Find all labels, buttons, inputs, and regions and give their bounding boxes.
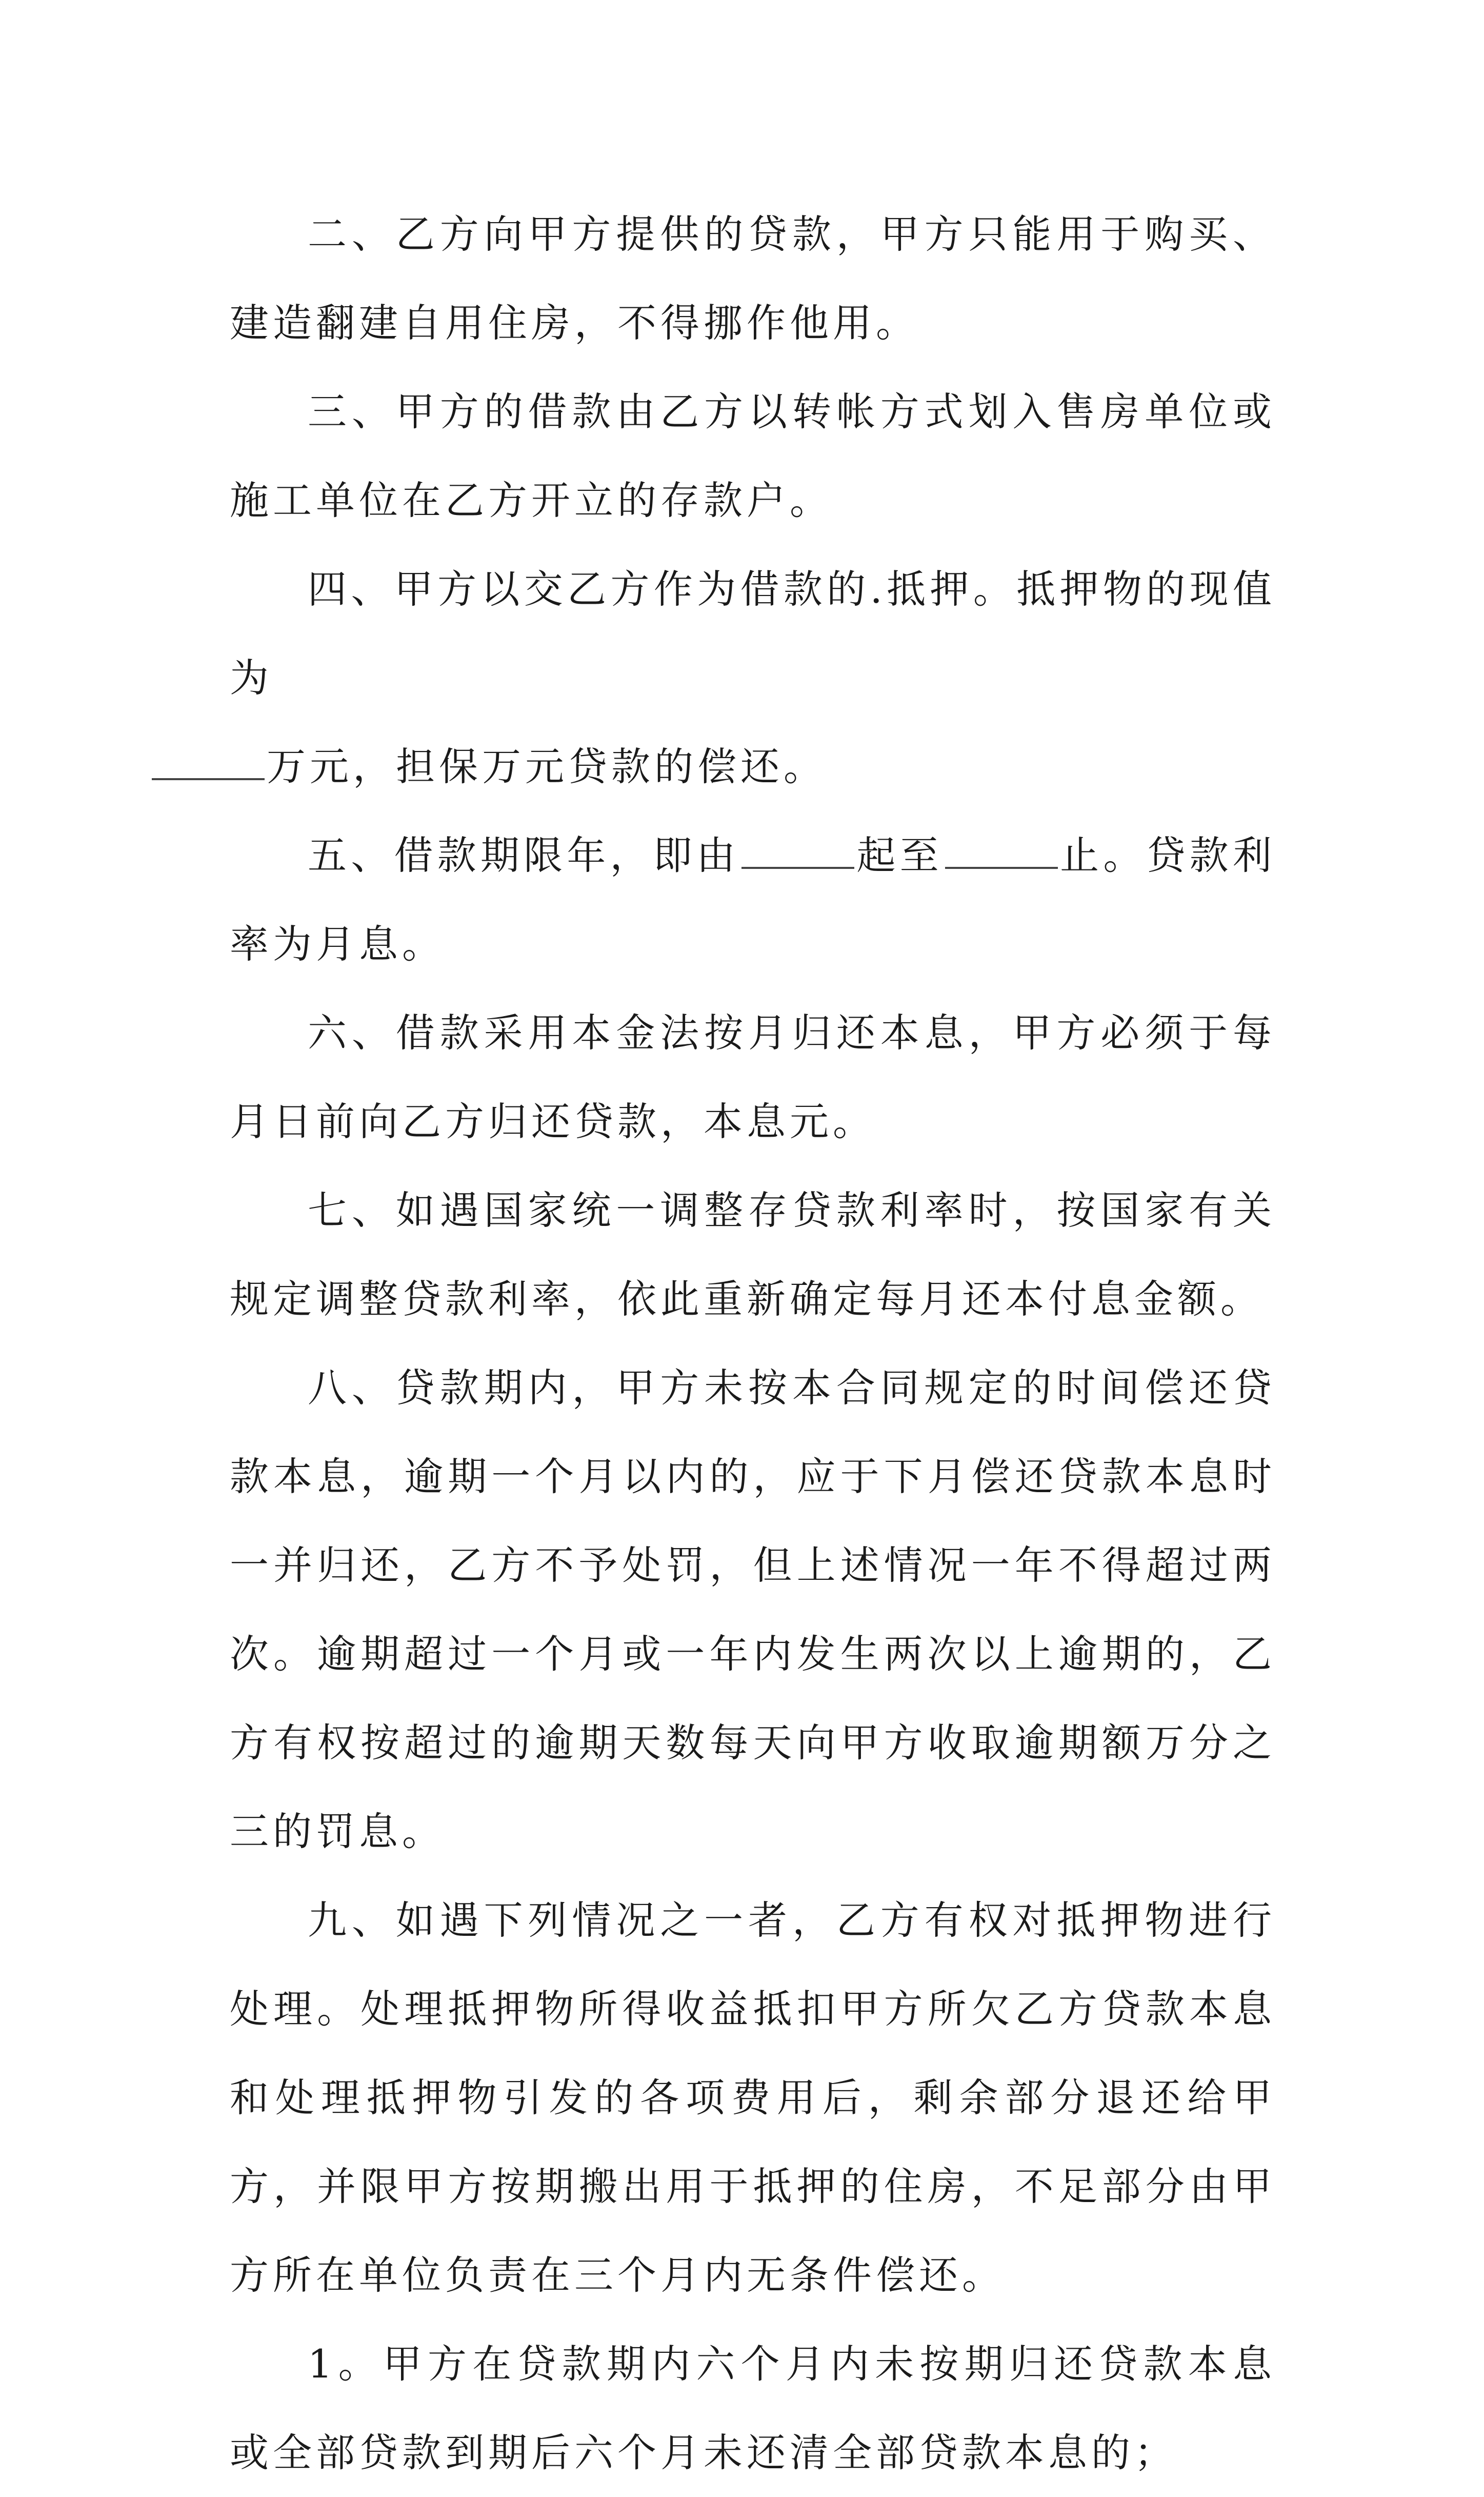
collateral-value-blank [152,748,265,780]
start-date-blank [741,837,854,869]
clause-8: 八、贷款期内，甲方未按本合同规定的时间偿还贷款本息，逾期一个月以内的，应于下月偿还贷款本息时一并归还，乙方不予处罚，但上述情况一年不得超过两次。逾期超过一个月或一年内发生两次以上逾期的，乙方有权按超过的逾期天数每天向甲方收取逾期额万分之三的罚息。 [230,1365,1276,1854]
clause-5 [230,811,1276,988]
clause-4-part2: 万元，担保万元贷款的偿还。 [267,744,827,789]
clause-5-part2: 起至 [856,833,943,878]
clause-6: 六、借款采用本金法按月归还本息，甲方必须于每月日前向乙方归还贷款，本息元。 [230,1010,1276,1144]
clause-7: 七、如遇国家统一调整存贷款利率时，按国家有关规定调整贷款利率，依此重新确定每月还本付息金额。 [230,1187,1276,1322]
clause-5-part1: 五、借款期限年，即由 [308,833,740,878]
end-date-blank [945,837,1058,869]
clause-4-part1: 四、甲方以交乙方作为借款的.抵押。抵押物的现值为 [230,566,1276,701]
clause-9-item-1: 1。甲方在贷款期内六个月内未按期归还贷款本息或全部贷款到期后六个月未还清全部贷款本息的； [230,2341,1276,2475]
clause-2: 二、乙方向甲方提供的贷款，甲方只能用于购买、建造翻建自用住房，不得挪作他用。 [230,211,1276,346]
contract-text [230,190,1276,2497]
clause-9: 九、如遇下列情况之一者，乙方有权对抵押物进行处理。处理抵押物所得收益抵扣甲方所欠乙方贷款本息和处理抵押物引发的各项费用后，剩余部分退还给甲方，并限甲方按期搬出用于抵押的住房，不足部分由甲方所在单位负责在三个月内无条件偿还。 [230,1897,1276,2298]
clause-5-part3: 止。贷款利率为月息。 [230,833,1276,967]
clause-4 [230,545,1276,811]
clause-3: 三、甲方的借款由乙方以转帐方式划入售房单位或施工单位在乙方开立的存款户。 [230,389,1276,523]
